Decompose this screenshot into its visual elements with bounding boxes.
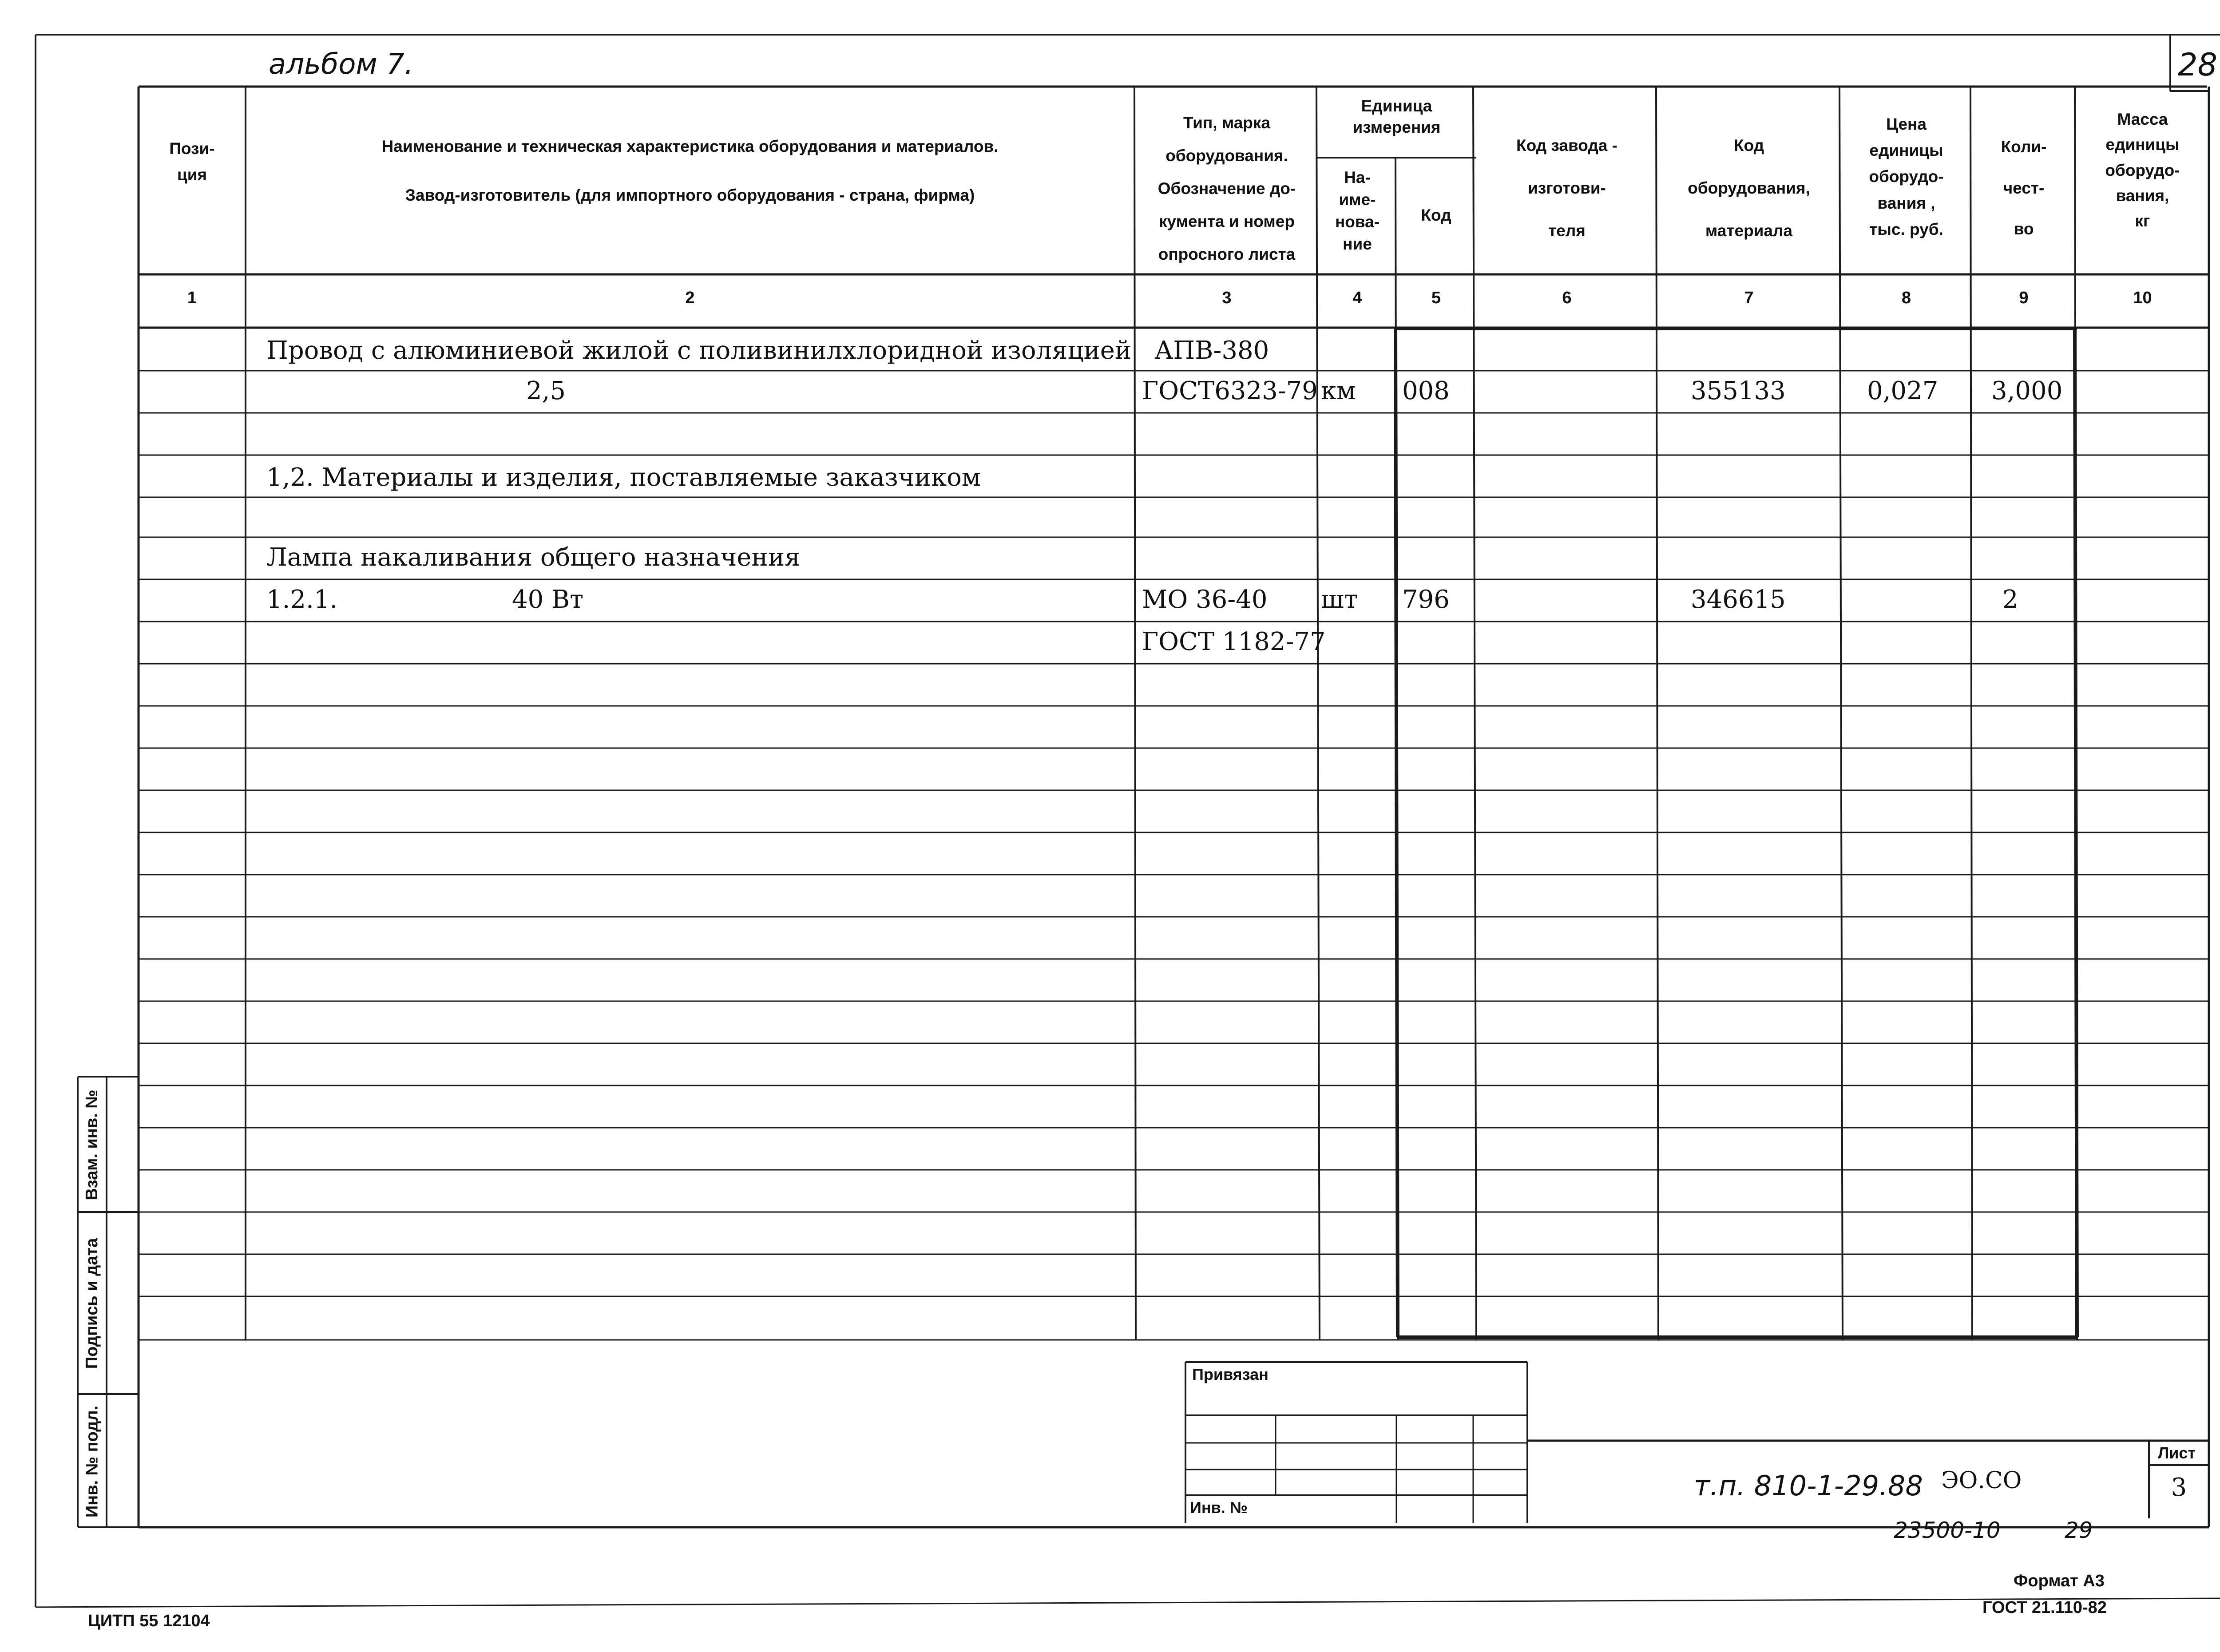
header-unit-name: На- име- нова- ние xyxy=(1335,168,1380,253)
archive-number: 23500-10 xyxy=(1894,1517,2001,1543)
col-number-5: 5 xyxy=(1431,289,1441,307)
row7-unit: шт xyxy=(1321,585,1358,614)
sheet-number: 3 xyxy=(2171,1473,2187,1502)
row7-material-code: 346615 xyxy=(1691,585,1786,614)
col-number-7: 7 xyxy=(1744,289,1754,307)
row2-type: ГОСТ6323-79 xyxy=(1142,376,1318,405)
header-unit-price: Цена единицы оборудо- вания , тыс. руб. xyxy=(1869,115,1944,238)
stamp-vzam-inv: Взам. инв. № xyxy=(83,1089,101,1200)
row6-name: Лампа накаливания общего назначения xyxy=(266,543,801,572)
row2-material-code: 355133 xyxy=(1691,376,1786,405)
header-unit-code: Код xyxy=(1421,206,1451,224)
col-number-9: 9 xyxy=(2019,289,2029,307)
header-name-line2: Завод-изготовитель (для импортного оборудования - страна, фирма) xyxy=(405,186,975,204)
archive-page: 29 xyxy=(2065,1517,2093,1543)
col-number-10: 10 xyxy=(2133,289,2152,307)
row7-position: 1.2.1. xyxy=(266,585,338,614)
row1-name: Провод с алюминиевой жилой с поливинилхлоридной изоляцией xyxy=(266,336,1132,365)
page-number: 28 xyxy=(2178,47,2218,83)
col-number-8: 8 xyxy=(1901,289,1911,307)
row2-price: 0,027 xyxy=(1867,376,1939,405)
stamp-signature-date: Подпись и дата xyxy=(83,1238,101,1369)
album-label: альбом 7. xyxy=(269,48,414,81)
header-quantity: Коли- чест- во xyxy=(2001,138,2047,238)
header-type: Тип, марка оборудования. Обозначение до- кумента и номер опросного листа xyxy=(1158,114,1296,263)
row7-name: 40 Вт xyxy=(512,585,584,614)
sheet-label: Лист xyxy=(2158,1444,2196,1462)
col-number-2: 2 xyxy=(685,289,695,307)
header-unit-mass: Масса единицы оборудо- вания, кг xyxy=(2105,110,2180,230)
col-number-3: 3 xyxy=(1222,289,1232,307)
col-number-4: 4 xyxy=(1352,289,1362,307)
row2-unit-code: 008 xyxy=(1402,376,1450,405)
section-heading: 1,2. Материалы и изделия, поставляемые заказчиком xyxy=(266,463,981,492)
inv-number-label: Инв. № xyxy=(1190,1498,1248,1517)
row7-quantity: 2 xyxy=(2002,585,2018,614)
attached-label: Привязан xyxy=(1192,1365,1269,1383)
row2-unit: км xyxy=(1321,376,1356,405)
row2-quantity: 3,000 xyxy=(1991,376,2063,405)
format-label: Формат А3 xyxy=(2014,1572,2105,1590)
gost-label: ГОСТ 21.110-82 xyxy=(1982,1598,2107,1617)
header-position: Пози- ция xyxy=(169,139,215,184)
row2-name: 2,5 xyxy=(526,376,566,405)
header-unit-group: Единица измерения xyxy=(1352,97,1441,137)
header-material-code: Код оборудования, материала xyxy=(1688,136,1810,240)
printer-label: ЦИТП 55 12104 xyxy=(88,1612,210,1630)
designation-code: ЭО.СО xyxy=(1941,1467,2022,1494)
col-number-6: 6 xyxy=(1562,289,1572,307)
header-name-line1: Наименование и техническая характеристика оборудования и материалов. xyxy=(381,137,999,155)
row7-type: МО 36-40 xyxy=(1142,585,1268,614)
row1-type: АПВ-380 xyxy=(1154,336,1269,365)
row7-unit-code: 796 xyxy=(1402,585,1450,614)
row8-type: ГОСТ 1182-77 xyxy=(1142,627,1326,656)
col-number-1: 1 xyxy=(187,289,197,307)
designation-handwritten: т.п. 810-1-29.88 xyxy=(1694,1470,1923,1502)
header-factory-code: Код завода - изготови- теля xyxy=(1516,136,1617,240)
stamp-inv-podl: Инв. № подл. xyxy=(83,1405,102,1518)
